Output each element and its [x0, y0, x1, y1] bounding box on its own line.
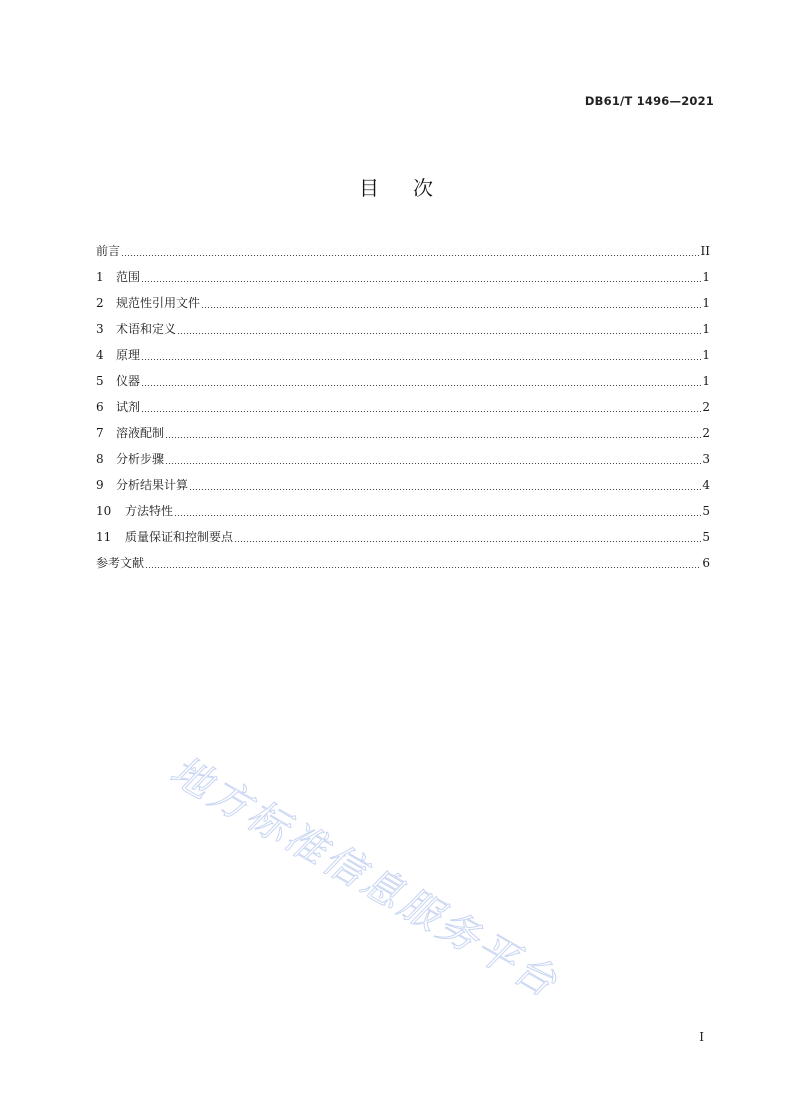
toc-entry-number: 8 [96, 452, 104, 466]
toc-entry-1[interactable] [96, 264, 710, 290]
toc-entry-page: 5 [702, 504, 710, 518]
watermark-text: 地方标准信息服务平台 [162, 747, 567, 1008]
toc-entry-label: 质量保证和控制要点 [125, 530, 234, 544]
toc-entry-label: 范围 [116, 270, 141, 284]
toc-entry-page: 6 [702, 556, 710, 570]
toc-entry-label: 参考文献 [96, 556, 145, 570]
toc-entry-label: 术语和定义 [116, 322, 177, 336]
toc-entry-page: 2 [702, 400, 710, 414]
toc-entry-label: 规范性引用文件 [116, 296, 201, 310]
toc-entry-7[interactable] [96, 420, 710, 446]
toc-entry-number: 4 [96, 348, 104, 362]
toc-leader-dots [165, 463, 701, 464]
toc-entry-5[interactable] [96, 368, 710, 394]
toc-entry-number: 2 [96, 296, 104, 310]
toc-entry-number: 6 [96, 400, 104, 414]
page-number: I [699, 1030, 704, 1044]
toc-entry-number: 7 [96, 426, 104, 440]
toc-entry-label: 方法特性 [125, 504, 174, 518]
toc-entry-label: 试剂 [116, 400, 141, 414]
toc-entry-label: 溶液配制 [116, 426, 165, 440]
toc-entry-label: 前言 [96, 244, 121, 258]
toc-leader-dots [174, 515, 701, 516]
toc-leader-dots [145, 567, 701, 568]
toc-entry-page: II [700, 244, 710, 258]
toc-entry-page: 1 [702, 348, 710, 362]
toc-entry-number: 11 [96, 530, 112, 544]
toc-entry-page: 1 [702, 296, 710, 310]
toc-entry-number: 1 [96, 270, 104, 284]
toc-entry-references[interactable] [96, 550, 710, 576]
toc-leader-dots [141, 385, 701, 386]
toc-entry-2[interactable] [96, 290, 710, 316]
toc-entry-page: 5 [702, 530, 710, 544]
toc-entry-label: 分析步骤 [116, 452, 165, 466]
toc-entry-6[interactable] [96, 394, 710, 420]
toc-entry-label: 分析结果计算 [116, 478, 189, 492]
toc-title: 目次 [359, 176, 467, 200]
toc-entry-11[interactable] [96, 524, 710, 550]
toc-leader-dots [201, 307, 701, 308]
toc-entry-number: 3 [96, 322, 104, 336]
toc-entry-page: 1 [702, 270, 710, 284]
toc-leader-dots [121, 255, 700, 256]
toc-entry-foreword[interactable] [96, 238, 710, 264]
toc-entry-page: 2 [702, 426, 710, 440]
toc-entry-label: 原理 [116, 348, 141, 362]
toc-leader-dots [177, 333, 701, 334]
toc-leader-dots [234, 541, 701, 542]
toc-entry-4[interactable] [96, 342, 710, 368]
toc-entry-number: 9 [96, 478, 104, 492]
toc-leader-dots [141, 281, 701, 282]
toc-entry-8[interactable] [96, 446, 710, 472]
toc-entry-number: 5 [96, 374, 104, 388]
toc-entry-number: 10 [96, 504, 112, 518]
toc-entry-label: 仪器 [116, 374, 141, 388]
toc-leader-dots [141, 359, 701, 360]
toc-entry-3[interactable] [96, 316, 710, 342]
toc-entry-page: 1 [702, 322, 710, 336]
toc-leader-dots [165, 437, 701, 438]
toc-entry-page: 4 [702, 478, 710, 492]
toc-list [96, 238, 710, 576]
toc-entry-page: 1 [702, 374, 710, 388]
toc-leader-dots [141, 411, 701, 412]
document-code: DB61/T 1496—2021 [584, 94, 714, 108]
toc-leader-dots [189, 489, 701, 490]
toc-entry-9[interactable] [96, 472, 710, 498]
toc-entry-page: 3 [702, 452, 710, 466]
toc-entry-10[interactable] [96, 498, 710, 524]
